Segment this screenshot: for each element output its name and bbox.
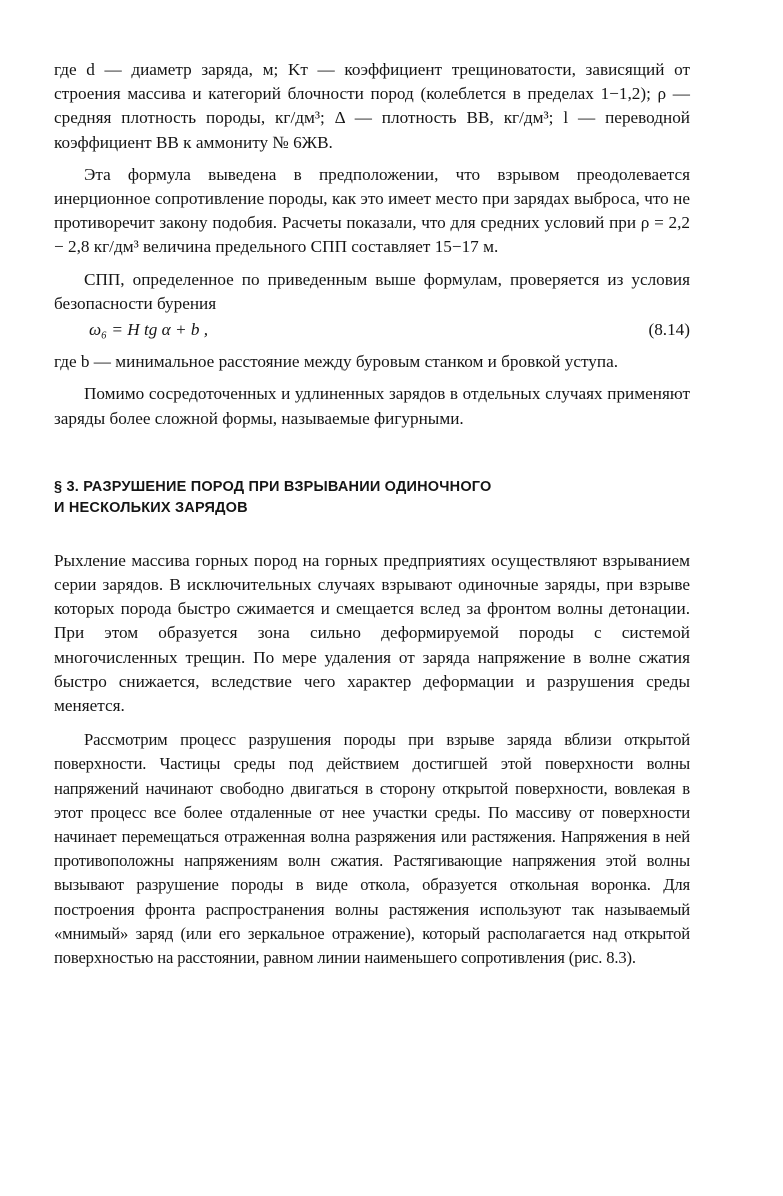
paragraph-formula-assumption: Эта формула выведена в предположении, что взрывом преодолевается инерционное сопротивление породы, как это имеет место при зарядах выброса, что не противоречит закону подобия. Расчеты показали, что для средних условий при ρ = 2,2 − 2,8 кг/дм³ величина предельного СПП составляет 15−17 м. bbox=[54, 164, 690, 257]
paragraph-spp-check: СПП, определенное по приведенным выше формулам, проверяется из условия безопасности бурения bbox=[54, 269, 690, 313]
paragraph-variable-definitions: где d — диаметр заряда, м; Kт — коэффициент трещиноватости, зависящий от строения массива и категорий блочности пород (колеблется в пределах 1−1,2); ρ — средняя плотность породы, кг/дм³; Δ — плотность ВВ, кг/дм³; l — переводной коэффициент ВВ к аммониту № 6ЖВ. bbox=[54, 60, 690, 152]
paragraph-loosening: Рыхление массива горных пород на горных предприятиях осуществляют взрыванием серии зарядов. В исключительных случаях взрывают одиночные заряды, при взрыве которых порода быстро сжимается и смещается вслед за фронтом волны детонации. При этом образуется зона сильно деформируемой породы с системой многочисленных трещин. По мере удаления от заряда напряжение в волне сжатия быстро снижается, вследствие чего характер деформации и разрушения среды меняется. bbox=[54, 550, 690, 716]
formula-expression: ω₆ = H tg α + b , bbox=[89, 320, 209, 340]
paragraph-b-definition: где b — минимальное расстояние между буровым станком и бровкой уступа. bbox=[54, 352, 618, 372]
formula-number: (8.14) bbox=[648, 320, 690, 340]
section-heading-line2: И НЕСКОЛЬКИХ ЗАРЯДОВ bbox=[54, 499, 248, 516]
paragraph-figured-charges: Помимо сосредоточенных и удлиненных зарядов в отдельных случаях применяют заряды более сложной формы, называемые фигурными. bbox=[54, 384, 690, 428]
section-heading bbox=[54, 477, 690, 519]
section-heading-line1: § 3. РАЗРУШЕНИЕ ПОРОД ПРИ ВЗРЫВАНИИ ОДИНОЧНОГО bbox=[54, 478, 492, 495]
formula-8-14 bbox=[54, 318, 690, 342]
document-page bbox=[54, 58, 690, 970]
paragraph-destruction-process: Рассмотрим процесс разрушения породы при взрыве заряда вблизи открытой поверхности. Частицы среды под действием достигшей этой поверхности волны напряжений начинают свободно двигаться в сторону открытой поверхности, вовлекая в этот процесс все более отдаленные от нее участки среды. По массиву от поверхности начинает перемещаться отраженная волна разряжения или растяжения. Напряжения в ней противоположны напряжениям волн сжатия. Растягивающие напряжения этой волны вызывают разрушение породы в виде откола, образуется откольная воронка. Для построения фронта распространения волны растяжения используют так называемый «мнимый» заряд (или его зеркальное отражение), который располагается над открытой поверхностью на расстоянии, равном линии наименьшего сопротивления (рис. 8.3). bbox=[54, 730, 690, 968]
